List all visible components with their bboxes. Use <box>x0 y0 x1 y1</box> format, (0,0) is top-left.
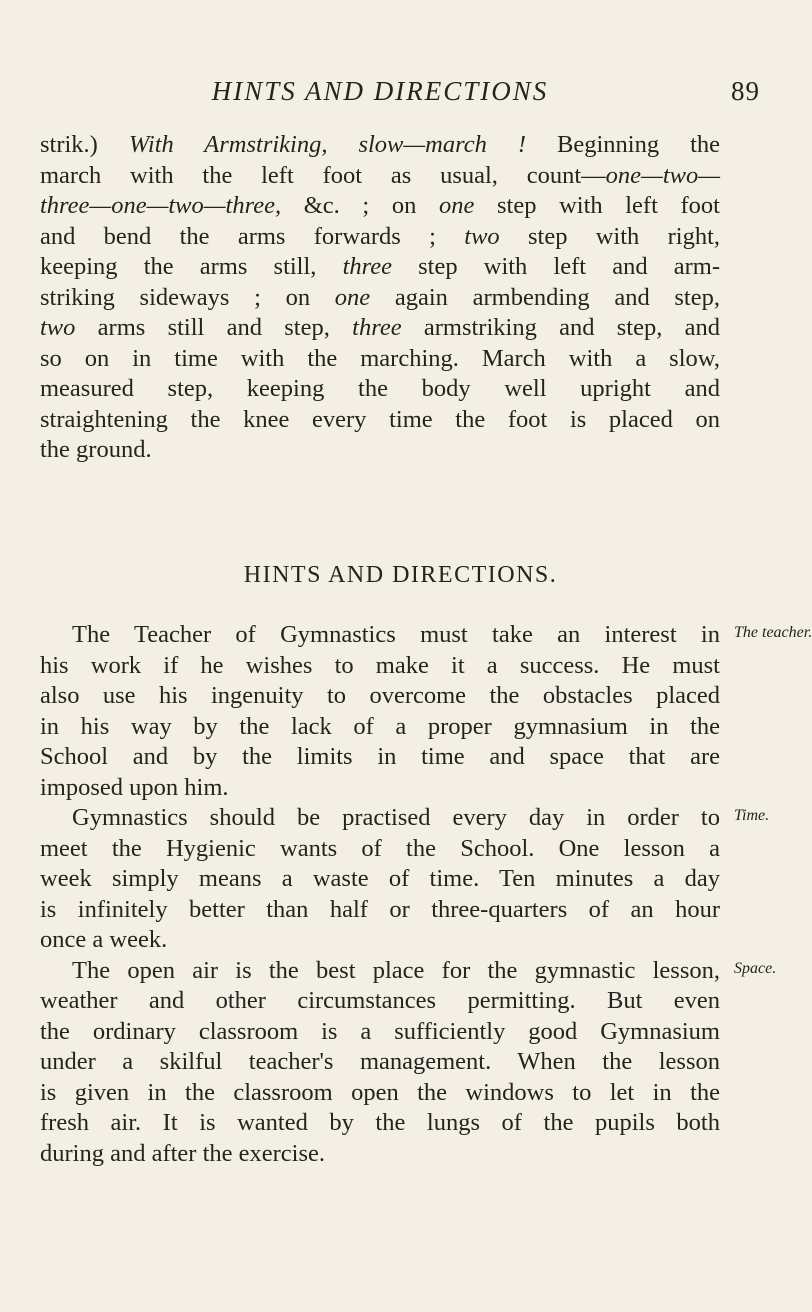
text-segment: step with left and arm- <box>392 253 720 280</box>
text-segment: and bend the arms forwards ; <box>40 222 465 250</box>
text-segment: arms still and step, <box>75 314 353 341</box>
text-line: his work if he wishes to make it a success. He must <box>40 651 720 679</box>
text-line: meet the Hygienic wants of the School. One lesson a <box>40 834 720 862</box>
text-line <box>40 313 720 343</box>
italic-segment: three—one—two—three, <box>40 192 282 219</box>
text-line: The Teacher of Gymnastics must take an interest in <box>72 621 720 648</box>
text-segment: measured step, keeping the body well upright and <box>40 375 720 402</box>
text-segment: keeping the arms still, <box>40 253 343 280</box>
italic-segment: two <box>464 222 500 250</box>
text-line <box>40 191 720 221</box>
text-segment: armstriking and step, and <box>401 314 720 341</box>
text-line <box>40 161 720 191</box>
text-segment: march with the left foot as usual, count— <box>40 161 606 189</box>
text-segment: straightening the knee every time the foot is placed on <box>40 405 720 433</box>
running-head <box>40 76 760 116</box>
text-line: fresh air. It is wanted by the lungs of the pupils both <box>40 1109 720 1136</box>
text-line <box>40 344 720 374</box>
italic-segment: one <box>438 192 475 219</box>
text-segment: strik.) <box>40 131 129 158</box>
text-line: under a skilful teacher's management. When the lesson <box>40 1048 720 1075</box>
text-line <box>40 283 720 313</box>
running-title: HINTS AND DIRECTIONS <box>211 76 549 106</box>
text-line: weather and other circumstances permitting. But even <box>40 987 720 1014</box>
text-line: is infinitely better than half or three-quarters of an hour <box>40 895 720 923</box>
text-line: is given in the classroom open the windows to let in the <box>40 1078 720 1106</box>
italic-segment: one—two— <box>605 161 720 189</box>
text-line <box>40 374 720 404</box>
margin-note: Time. <box>734 807 770 824</box>
margin-note: Space. <box>734 959 777 977</box>
text-line: also use his ingenuity to overcome the obstacles placed <box>40 682 720 709</box>
italic-segment: three <box>352 314 402 341</box>
text-segment: again armbending and step, <box>370 283 720 311</box>
text-segment: step with left foot <box>474 192 720 219</box>
italic-segment: two <box>40 314 76 341</box>
italic-segment: three <box>342 253 392 280</box>
section-heading: HINTS AND DIRECTIONS. <box>243 562 558 588</box>
text-segment: striking sideways ; on <box>40 283 335 311</box>
text-line: during and after the exercise. <box>40 1139 326 1167</box>
text-line <box>40 130 720 160</box>
text-segment: step with right, <box>499 222 720 250</box>
text-line <box>40 435 720 465</box>
text-line <box>40 222 720 252</box>
text-segment: the ground. <box>40 436 152 463</box>
text-line: in his way by the lack of a proper gymnasium in the <box>40 712 720 740</box>
text-line: the ordinary classroom is a sufficiently good Gymnasium <box>40 1017 720 1045</box>
text-segment: Beginning the <box>526 131 720 158</box>
text-line: The open air is the best place for the gymnastic lesson, <box>72 956 720 984</box>
text-segment: &c. ; on <box>281 192 439 219</box>
text-line: School and by the limits in time and space that are <box>40 743 720 770</box>
text-line: once a week. <box>40 926 168 953</box>
text-line <box>40 405 720 435</box>
text-line: imposed upon him. <box>40 773 229 801</box>
margin-note: The teacher. <box>734 624 812 641</box>
text-line: week simply means a waste of time. Ten minutes a day <box>40 865 720 892</box>
text-line <box>40 252 720 282</box>
italic-segment: one <box>334 283 371 311</box>
page-number: 89 <box>731 76 760 106</box>
italic-segment: With Armstriking, slow—march ! <box>128 131 527 158</box>
text-line: Gymnastics should be practised every day in order to <box>72 804 720 831</box>
text-segment: so on in time with the marching. March with a slow, <box>40 344 720 372</box>
